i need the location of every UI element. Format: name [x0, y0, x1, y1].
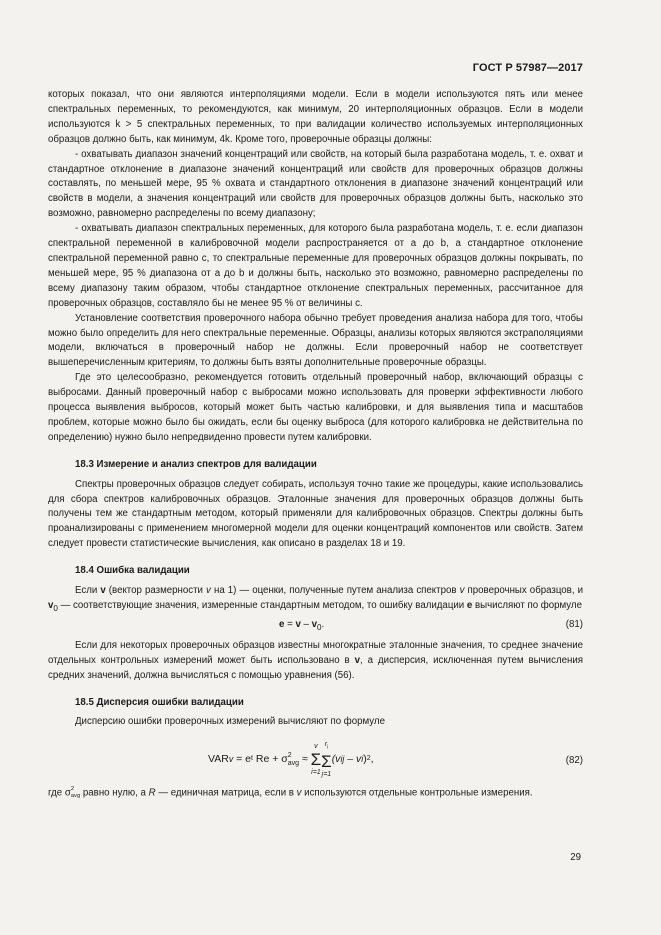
section-heading: 18.3 Измерение и анализ спектров для валидации [75, 458, 317, 470]
paragraph: Где это целесообразно, рекомендуется готовить отдельный проверочный набор, включающий образцы с выбросами. Данный проверочный набор с выбросами можно использовать для проверки эффективности любого процесса выявления выбросов, который может быть частью калибровки, и для выявления типа и масштабов проблем, которые можно было бы ожидать, если бы оценку выброса (для которого калибровка не действительна по определению) нужно было непредвиденно провести путем калибровки. [48, 372, 583, 443]
equation-number: (81) [565, 618, 583, 630]
equation-number: (82) [565, 755, 583, 767]
summation: v Σ i=1 [310, 743, 322, 777]
summation: $r_i$ Σ j=1 [321, 741, 332, 778]
standard-number: ГОСТ Р 57987—2017 [472, 62, 583, 74]
equation-81 [48, 618, 583, 635]
paragraph: Если v (вектор размерности v на 1) — оценки, полученные путем анализа спектров v проверочных образцов, и $v_0$ — соответствующие значения, измеренные стандартным методом, то ошибку валидации e вычисляют по формуле [48, 585, 583, 613]
paragraph: Спектры проверочных образцов следует собирать, используя точно такие же процедуры, какие использовались для сбора спектров калибровочных образцов. Эталонные значения для проверочных образцов должны быть получены тем же стандартным методом, который применяли для калибровочных образцов. Спектры должны быть проанализированы с применением многомерной модели для оценки концентраций компонентов или свойств. Затем следует провести статистические вычисления, как описано в разделах 18 и 19. [48, 478, 583, 550]
paragraph: Дисперсию ошибки проверочных измерений вычисляют по формуле [75, 716, 385, 728]
formula: $e = v - v_0$. [279, 618, 325, 632]
equation-82 [48, 736, 583, 782]
page-number: 29 [570, 852, 581, 863]
formula: VAR v = e t Re + σ 2 avg ≈ v Σ i=1 $r_i$ Σ j=1 (v ij – v i ) 2 , [208, 741, 374, 778]
paragraph: Если для некоторых проверочных образцов известны многократные эталонные значения, то среднее значение отдельных контрольных измерений может быть использовано в v, а дисперсия, исключенная путем вычисления средних значений, должна вычисляться с помощью уравнения (56). [48, 639, 583, 681]
list-item: - охватывать диапазон спектральных переменных, для которого была разработана модель, т. е. если диапазон спектральной переменной в калибровочной модели распространяется от a до b, а стандартное отклонение спектральной переменной равно c, то спектральные переменные для проверочных образцов должны покрывать, по меньшей мере, 95 % диапазона от a до b и должны быть, насколько это возможно, равномерно распределены по всему диапазону таким образом, чтобы стандартное отклонение спектральных переменных, рассчитанное для проверочных образцов, составляло бы не менее 95 % от величины c. [48, 223, 583, 309]
document-body [48, 88, 583, 802]
list-item: - охватывать диапазон значений концентраций или свойств, на который была разработана модель, т. е. охват и стандартное отклонение в диапазоне значений концентраций или свойств для проверочных образцов должны составлять, по меньшей мере, 95 % охвата и стандартного отклонения в диапазоне значений концентраций или свойств в модели, а значения концентраций или свойств для проверочных образцов должны быть, насколько это возможно, равномерно распределены по всему диапазону; [48, 148, 583, 220]
paragraph: где σ 2 avg равно нулю, а R — единичная матрица, если в v используются отдельные контрольные измерения. [48, 786, 533, 800]
paragraph: которых показал, что они являются интерполяциями модели. Если в модели используются пять или менее спектральных переменных, то рекомендуются, как минимум, 20 интерполяционных образцов. Если в модели используются k > 5 спектральных переменных, то при валидации количество используемых интерполяционных образцов должно быть, как минимум, 4k. Кроме того, проверочные образцы должны: [48, 89, 583, 145]
section-heading: 18.5 Дисперсия ошибки валидации [75, 696, 244, 708]
section-heading: 18.4 Ошибка валидации [75, 565, 190, 577]
paragraph: Установление соответствия проверочного набора обычно требует проведения анализа набора для того, чтобы можно было определить для него спектральные переменные. Образцы, анализы которых являются экстраполяциями модели, включаться в проверочный набор не должны. Если проверочный набор не соответствует вышеперечисленным критериям, то должны быть взяты дополнительные проверочные образцы. [48, 312, 583, 369]
